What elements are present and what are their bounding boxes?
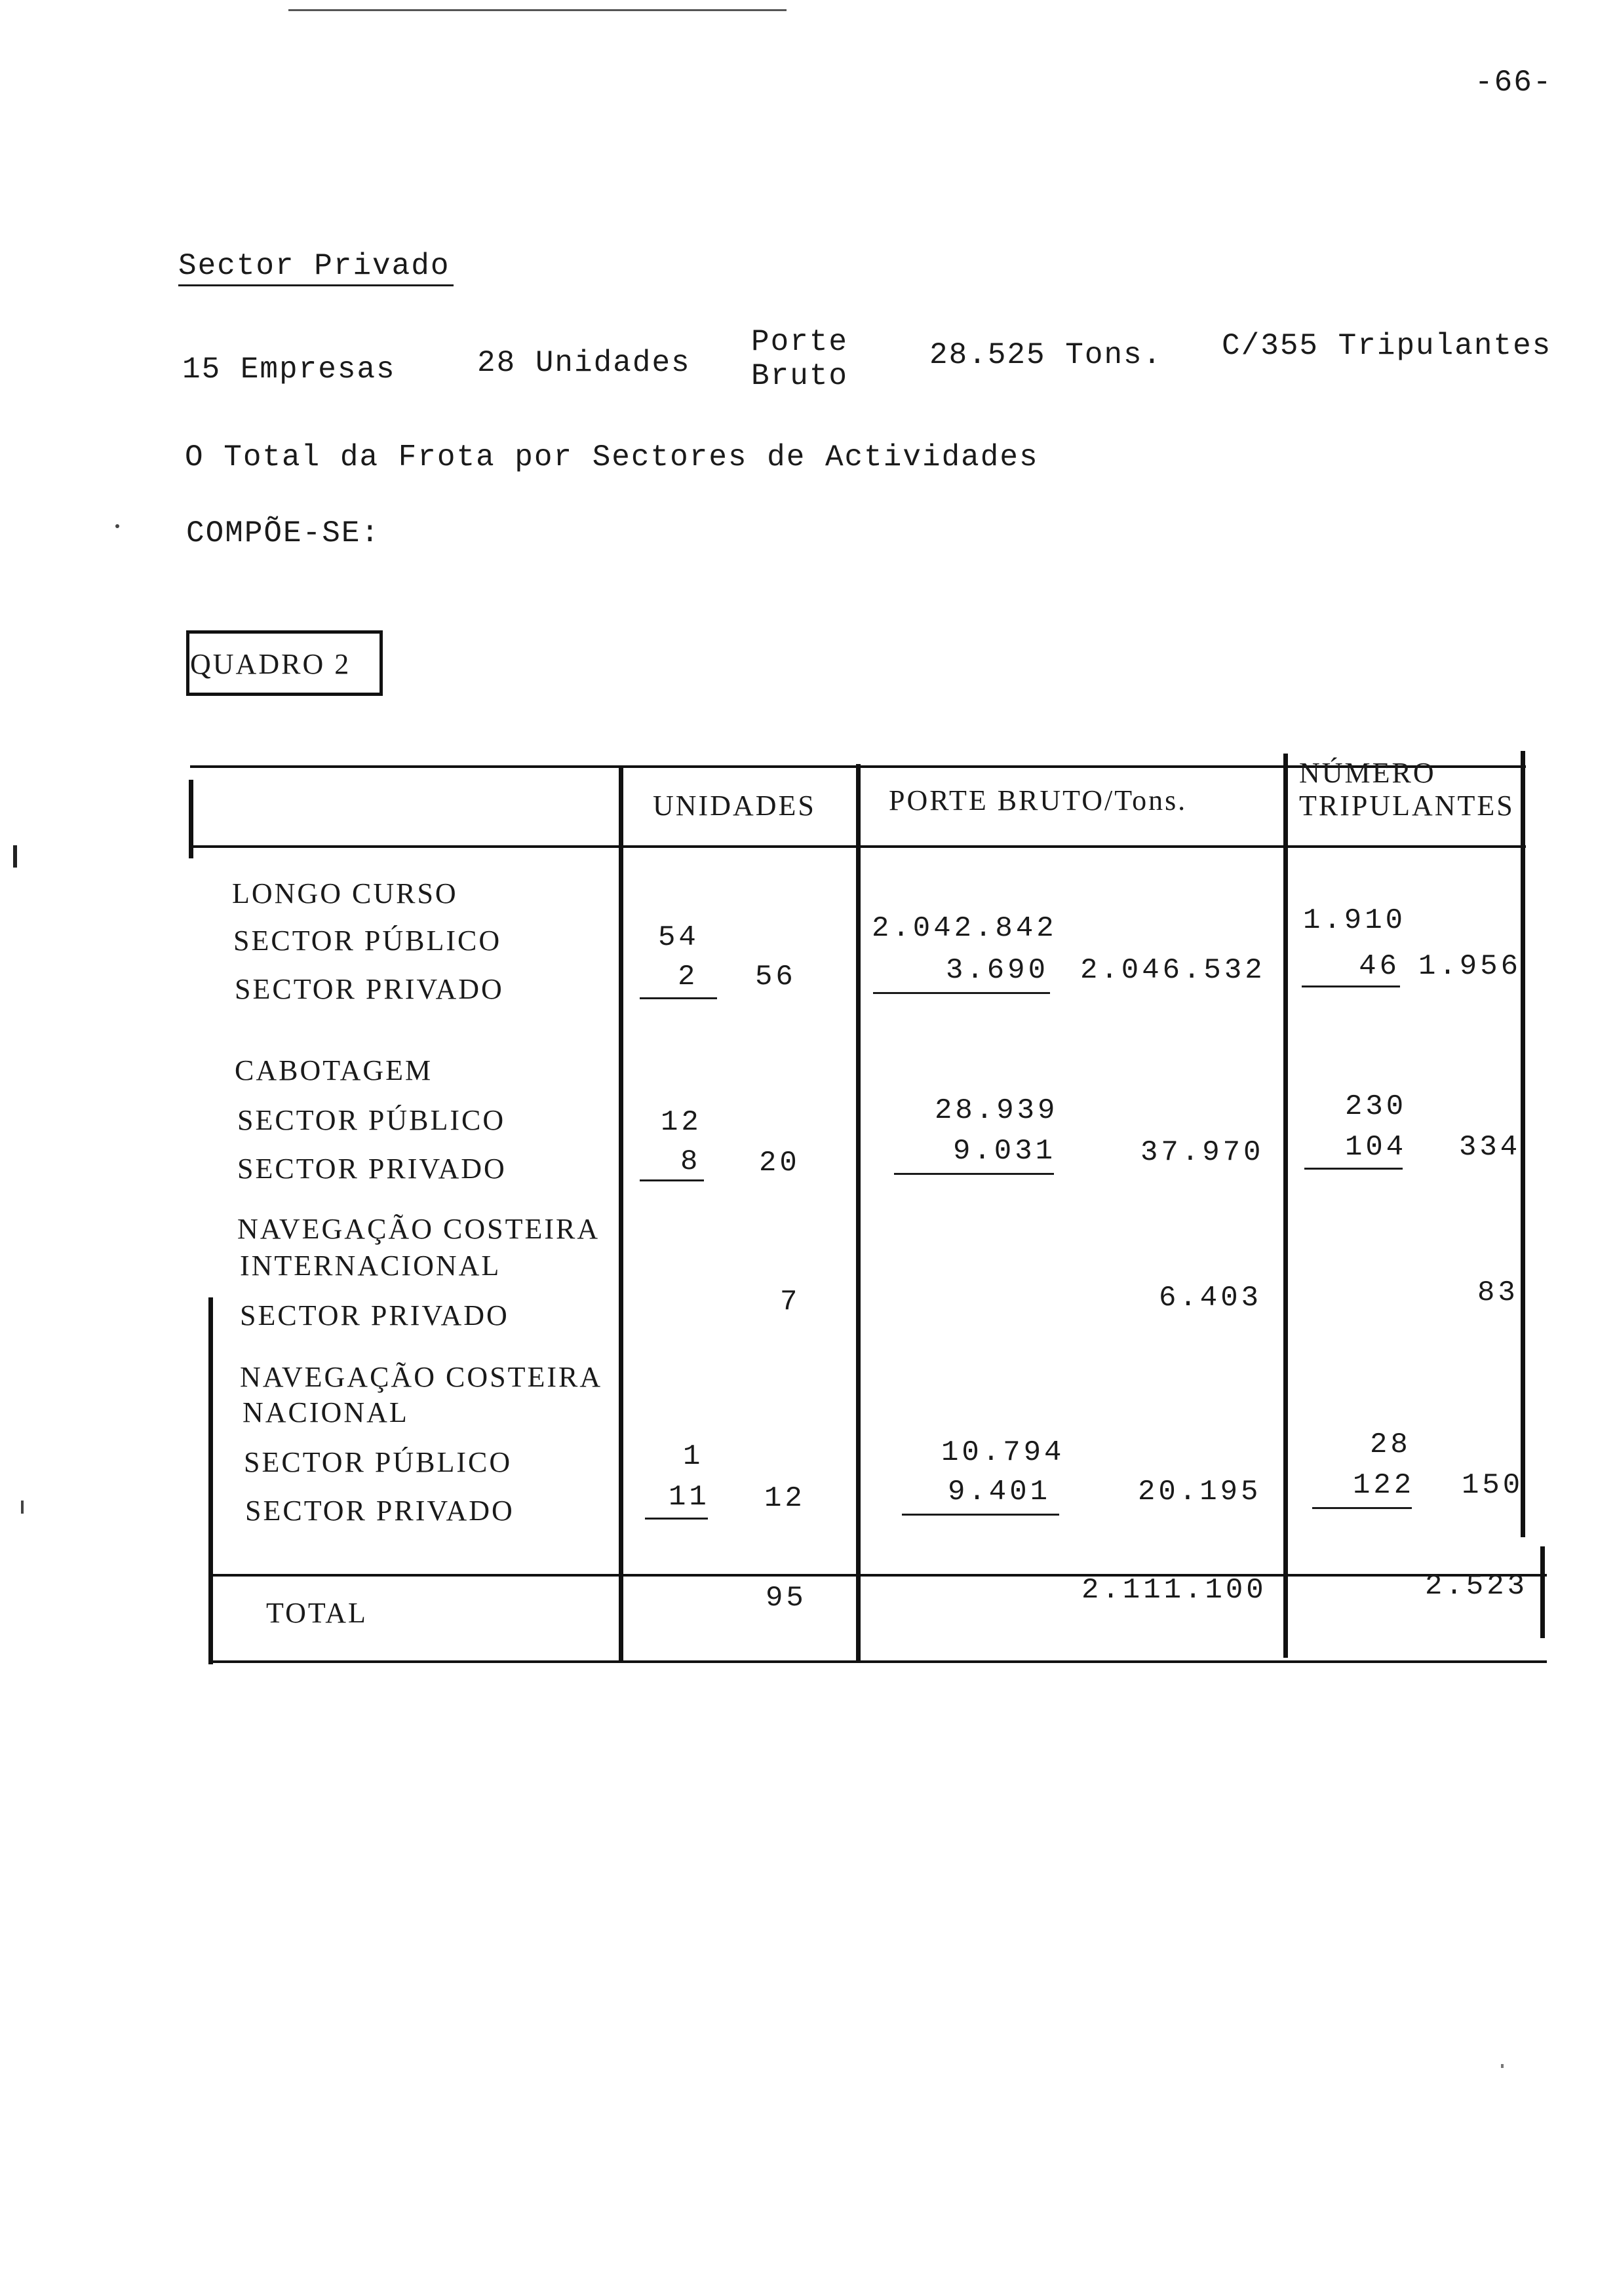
costeira-nacional-trip-underline (1312, 1507, 1412, 1509)
summary-tripulantes: C/355 Tripulantes (1222, 329, 1552, 363)
left-border-top (189, 780, 193, 858)
cabotagem-trip-privado: 104 (1345, 1131, 1407, 1164)
summary-tons: 28.525 Tons. (929, 338, 1163, 372)
section-heading: Sector Privado (178, 249, 450, 283)
header-porte: PORTE BRUTO/Tons. (889, 784, 1188, 816)
cabotagem-trip-publico: 230 (1345, 1090, 1407, 1123)
summary-porte: Porte (751, 325, 849, 359)
costeira-nacional-unid-privado: 11 (669, 1481, 710, 1514)
cabotagem-porte-underline (894, 1173, 1054, 1175)
col-divider-3 (1283, 754, 1288, 1658)
longo-curso-trip-publico: 1.910 (1303, 904, 1407, 937)
costeira-internacional-title2: INTERNACIONAL (240, 1250, 501, 1282)
longo-curso-trip-underline (1302, 985, 1400, 987)
cabotagem-unid-underline (640, 1179, 704, 1181)
scan-mark (1501, 2064, 1504, 2068)
cabotagem-privado-label: SECTOR PRIVADO (237, 1153, 507, 1185)
summary-unidades: 28 Unidades (477, 346, 691, 380)
costeira-internacional-porte-total: 6.403 (1159, 1282, 1262, 1314)
costeira-internacional-trip-total: 83 (1477, 1276, 1519, 1309)
costeira-nacional-unid-underline (645, 1518, 708, 1520)
costeira-nacional-porte-privado: 9.401 (948, 1476, 1051, 1508)
col-divider-1 (619, 767, 623, 1660)
header-tripulantes: TRIPULANTES (1299, 790, 1515, 822)
summary-empresas: 15 Empresas (182, 353, 396, 387)
cabotagem-porte-total: 37.970 (1140, 1136, 1264, 1169)
left-border-bottom (208, 1297, 213, 1664)
cabotagem-unid-privado: 8 (680, 1145, 701, 1178)
right-border-lower (1540, 1546, 1545, 1638)
costeira-internacional-unid-total: 7 (780, 1286, 801, 1318)
longo-curso-trip-privado: 46 (1359, 950, 1400, 983)
cabotagem-publico-label: SECTOR PÚBLICO (237, 1104, 506, 1136)
longo-curso-unid-underline (640, 997, 717, 999)
costeira-internacional-title1: NAVEGAÇÃO COSTEIRA (237, 1213, 600, 1245)
total-tripulantes: 2.523 (1425, 1570, 1528, 1603)
longo-curso-porte-total: 2.046.532 (1080, 954, 1266, 987)
quadro-label: QUADRO 2 (190, 648, 351, 680)
summary-bruto: Bruto (751, 359, 849, 393)
costeira-nacional-porte-total: 20.195 (1138, 1476, 1262, 1508)
longo-curso-publico-label: SECTOR PÚBLICO (233, 925, 502, 957)
table-bottom-border (210, 1660, 1547, 1663)
scan-mark (115, 524, 119, 528)
cabotagem-title: CABOTAGEM (235, 1054, 433, 1086)
cabotagem-trip-underline (1304, 1168, 1403, 1170)
longo-curso-unid-publico: 54 (658, 921, 699, 954)
longo-curso-porte-underline (873, 992, 1050, 994)
costeira-nacional-porte-underline (902, 1514, 1059, 1516)
compoe-line: COMPÕE-SE: (186, 516, 381, 550)
total-porte: 2.111.100 (1081, 1574, 1267, 1607)
scan-mark (13, 845, 17, 868)
total-top-border (210, 1574, 1547, 1577)
total-label: TOTAL (266, 1597, 368, 1629)
scan-mark (21, 1501, 24, 1514)
intro-line: O Total da Frota por Sectores de Actividades (185, 440, 1039, 474)
cabotagem-porte-privado: 9.031 (953, 1135, 1057, 1168)
longo-curso-porte-publico: 2.042.842 (872, 912, 1057, 945)
cabotagem-unid-total: 20 (759, 1147, 800, 1179)
total-unidades: 95 (766, 1582, 807, 1615)
costeira-nacional-trip-total: 150 (1462, 1469, 1524, 1502)
longo-curso-unid-total: 56 (755, 961, 796, 993)
page-number: -66- (1475, 66, 1553, 100)
longo-curso-unid-privado: 2 (678, 961, 699, 993)
longo-curso-trip-total: 1.956 (1418, 950, 1522, 983)
costeira-nacional-title1: NAVEGAÇÃO COSTEIRA (240, 1361, 603, 1393)
header-unidades: UNIDADES (653, 790, 816, 822)
costeira-nacional-porte-publico: 10.794 (941, 1436, 1065, 1469)
cabotagem-porte-publico: 28.939 (935, 1094, 1059, 1127)
costeira-internacional-privado-label: SECTOR PRIVADO (240, 1299, 509, 1331)
heading-underline (178, 284, 454, 286)
right-border (1521, 751, 1525, 1537)
top-scan-line (288, 9, 787, 11)
costeira-nacional-privado-label: SECTOR PRIVADO (245, 1495, 515, 1527)
longo-curso-porte-privado: 3.690 (945, 954, 1049, 987)
costeira-nacional-title2: NACIONAL (243, 1396, 409, 1428)
costeira-nacional-trip-privado: 122 (1353, 1469, 1415, 1502)
costeira-nacional-unid-total: 12 (764, 1482, 806, 1515)
costeira-nacional-publico-label: SECTOR PÚBLICO (244, 1446, 513, 1478)
costeira-nacional-trip-publico: 28 (1370, 1428, 1411, 1461)
costeira-nacional-unid-publico: 1 (683, 1440, 704, 1473)
longo-curso-privado-label: SECTOR PRIVADO (235, 973, 504, 1005)
cabotagem-unid-publico: 12 (661, 1106, 702, 1139)
col-divider-2 (856, 764, 861, 1660)
cabotagem-trip-total: 334 (1459, 1131, 1521, 1164)
longo-curso-title: LONGO CURSO (232, 877, 458, 909)
header-numero: NÚMERO (1299, 757, 1436, 789)
